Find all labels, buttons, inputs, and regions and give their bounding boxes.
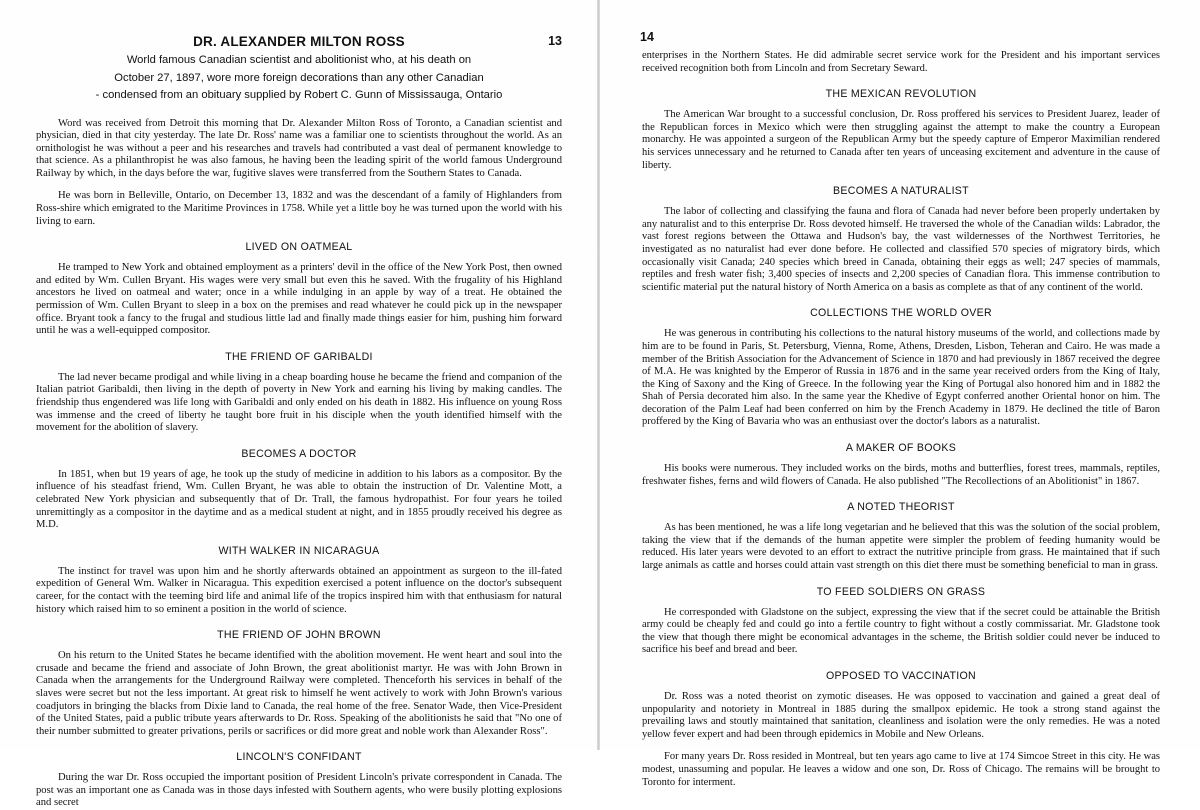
page-credit: - condensed from an obituary supplied by Robert C. Gunn of Mississauga, Ontario [95, 89, 503, 101]
page-right [600, 0, 1200, 788]
section-heading: LINCOLN'S CONFIDANT [236, 751, 362, 764]
body-paragraph: He was born in Belleville, Ontario, on December 13, 1832 and was the descendant of a family of Highlanders from Ross-shire which emigrated to the Maritime Provinces in 1758. While yet a little boy he was turned upon the world with his living to earn. [36, 190, 562, 227]
body-paragraph: The labor of collecting and classifying the fauna and flora of Canada had never before been properly undertaken by any naturalist and to this enterprise Dr. Ross devoted himself. He traversed the whole of the Canadian wilds: Labrador, the vast forest regions between the Ottawa and Hudson's bay, the vast wildernesses of the Northwest Territories, he investigated as no naturalist had ever done before. He collected and classified 570 species of migratory birds, which occasionally visit Canada; 240 species which breed in Canada, obtaining their eggs as well; 247 species of mammals, reptiles and fresh water fish; 3,400 species of insects and 2,200 species of Canadian flora. This immense contribution to scientific material put the natural history of North America on a basis as complete as that of any continent of the world. [642, 206, 1160, 293]
body-paragraph: He tramped to New York and obtained employment as a printers' devil in the office of the New York Post, then owned and edited by Wm. Cullen Bryant. His wages were very small but even this he saved. With the frugality of his Highland ancestors he lived on oatmeal and water; once in a while indulging in an apple by way of a treat. He obtained the permission of Wm. Cullen Bryant to sleep in a box on the premises and read whatever he could pick up in the newspaper office. Bryant took a fancy to the frugal and studious little lad and finally made things easier for him, pushing him forward until he was a well-equipped compositor. [36, 262, 562, 337]
body-paragraph: The lad never became prodigal and while living in a cheap boarding house he became the friend and companion of the Italian patriot Garibaldi, then living in the depth of poverty in New York and earning his living by making candles. The friendship thus engendered was life long with Garibaldi and only ended on his death in 1882. His influence on young Ross was immense and the creed of liberty he taught bore fruit in his disciple when the youth identified himself with the movement for the abolition of slavery. [36, 371, 562, 434]
section-heading: A MAKER OF BOOKS [845, 442, 957, 455]
body-paragraph: In 1851, when but 19 years of age, he took up the study of medicine in addition to his labors as a compositor. By the influence of his steadfast friend, Wm. Cullen Bryant, he was able to obtain the instruction of Dr. Valentine Mott, a celebrated New York physician and subsequently that of Dr. Trall, the famous hydropathist. For four years he toiled unremittingly as a compositor in the daytime and as a medical student at night, and in 1855 proudly received his degree as M.D. [36, 468, 562, 531]
body-paragraph: On his return to the United States he became identified with the abolition movement. He went heart and soul into the crusade and became the friend and associate of John Brown, the great abolitionist martyr. He was with John Brown in Canada when the arrangements for the Underground Railway were completed. Thenceforth his services in behalf of the slaves were secret but not the less important. At great risk to himself he went actively to work with John Brown's various coadjutors in bringing the blacks from Dixie land to Canada, the real home of the free. Senator Wade, then Vice-President of the United States, paid a public tribute years afterwards to Dr. Ross. Speaking of the abolitionists he said that "No one of their number submitted to greater privations, perils or sacrifices or did more great and noble work than Alexander Ross". [36, 650, 562, 737]
section-heading: COLLECTIONS THE WORLD OVER [810, 307, 992, 320]
page-number-right: 14 [640, 30, 654, 44]
body-paragraph: Dr. Ross was a noted theorist on zymotic diseases. He was opposed to vaccination and gained a great deal of unpopularity and notoriety in Montreal in 1885 during the smallpox epidemic. He took a strong stand against the prevailing laws and stoutly maintained that sanitation, cleanliness and isolation were the only remedies. He was a noted yellow fever expert and had been through epidemics in Mobile and New Orleans. [642, 691, 1160, 740]
section-heading: THE FRIEND OF GARIBALDI [225, 350, 373, 363]
section-heading: BECOMES A NATURALIST [833, 185, 969, 198]
page-subtitle-line1: World famous Canadian scientist and abolitionist who, at his death on [126, 54, 472, 66]
body-paragraph: He corresponded with Gladstone on the subject, expressing the view that if the secret could be attainable the British army could be cheaply fed and could go into a fertile country to fight without a costly commissariat. Mr. Gladstone took the view that though there might be economical advantages in the scheme, the British soldier could never be induced to sacrifice his beef and bread and beer. [642, 606, 1160, 656]
section-heading: LIVED ON OATMEAL [245, 241, 353, 254]
body-paragraph: enterprises in the Northern States. He did admirable secret service work for the President and his important services received recognition both from Lincoln and from Secretary Seward. [642, 50, 1160, 74]
body-paragraph: As has been mentioned, he was a life long vegetarian and he believed that this was the solution of the social problem, taking the view that if the demands of the human appetite were simpler the problem of feeding humanity would be reduced. His later years were devoted to an effort to extract the nutritive principle from grass. He maintained that if such large animals as cattle and horses could attain vast strength on this diet there must be something beneficial to man in grass. [642, 522, 1160, 572]
body-paragraph: Word was received from Detroit this morning that Dr. Alexander Milton Ross of Toronto, a Canadian scientist and physician, died in that city yesterday. The late Dr. Ross' name was a familiar one to scientists throughout the world. As an ornithologist he was without a peer and his researches and travels had contributed a vast deal of permanent knowledge to that science. As a philanthropist he was also famous, he having been the leading spirit of the world famous Underground Railway by which, in the days before the war, fugitive slaves were transferred from the Southern States to Canada. [36, 117, 562, 179]
section-heading: TO FEED SOLDIERS ON GRASS [816, 585, 986, 598]
section-heading: BECOMES A DOCTOR [241, 447, 357, 460]
section-heading: THE MEXICAN REVOLUTION [825, 88, 977, 101]
section-heading: A NOTED THEORIST [847, 501, 955, 514]
body-paragraph: He was generous in contributing his collections to the natural history museums of the world, and collections made by him are to be found in Paris, St. Petersburg, Vienna, Rome, Athens, Dresden, Lisbon, Teheran and Cairo. He was made a member of the British Association for the Advancement of Science in 1870 and had previously in 1867 received the degree of M.A. He was knighted by the Emperor of Russia in 1876 and in the same year received orders from the King of Italy, the King of Saxony and the King of Greece. In the following year the King of Portugal also honored him and in 1882 the Shah of Persia decorated him also. In the same year the Khedive of Egypt conferred another Oriental honor on him. The decoration of the Palm Leaf had been conferred on him by the French Academy in 1879. He declined the title of Baron proffered by the King of Bavaria who was an enthusiast over the doctor's labors as a naturalist. [642, 328, 1160, 428]
body-paragraph: During the war Dr. Ross occupied the important position of President Lincoln's private correspondent in Canada. The post was an important one as Canada was in those days infested with Southern agents, who were busily plotting explosions and secret [36, 772, 562, 809]
body-paragraph: The American War brought to a successful conclusion, Dr. Ross proffered his services to President Juarez, leader of the Republican forces in Mexico which were then struggling against the attempt to make the country a European monarchy. He was appointed a surgeon of the Republican Army but the speedy capture of Emperor Maximilian rendered his services unnecessary and he returned to Canada after ten years of unceasing excitement and adventure in the cause of liberty. [642, 109, 1160, 171]
body-paragraph: For many years Dr. Ross resided in Montreal, but ten years ago came to live at 174 Simcoe Street in this city. He was modest, unassuming and popular. He leaves a widow and one son, Dr. Ross of Chicago. The remains will be brought to Toronto for interment. [642, 751, 1160, 788]
body-paragraph: His books were numerous. They included works on the birds, moths and butterflies, forest trees, mammals, reptiles, freshwater fishes, ferns and wild flowers of Canada. He also published "The Recollections of an Abolitionist" in 1867. [642, 463, 1160, 487]
page-number-left: 13 [548, 34, 562, 48]
page-left [0, 0, 600, 809]
body-paragraph: The instinct for travel was upon him and he shortly afterwards obtained an appointment as surgeon to the ill-fated expedition of General Wm. Walker in Nicaragua. This expedition exercised a potent influence on the doctor's subsequent career, for the contact with the teeming bird life and animal life of the tropics inspired him with that enthusiasm for natural history which raised him to so eminent a position in the world of science. [36, 565, 562, 615]
section-heading: OPPOSED TO VACCINATION [825, 670, 977, 682]
page-subtitle-line2: October 27, 1897, wore more foreign decorations than any other Canadian [114, 71, 484, 84]
section-heading: THE FRIEND OF JOHN BROWN [217, 629, 381, 642]
section-heading: WITH WALKER IN NICARAGUA [218, 544, 380, 557]
page-title: DR. ALEXANDER MILTON ROSS [193, 34, 405, 49]
